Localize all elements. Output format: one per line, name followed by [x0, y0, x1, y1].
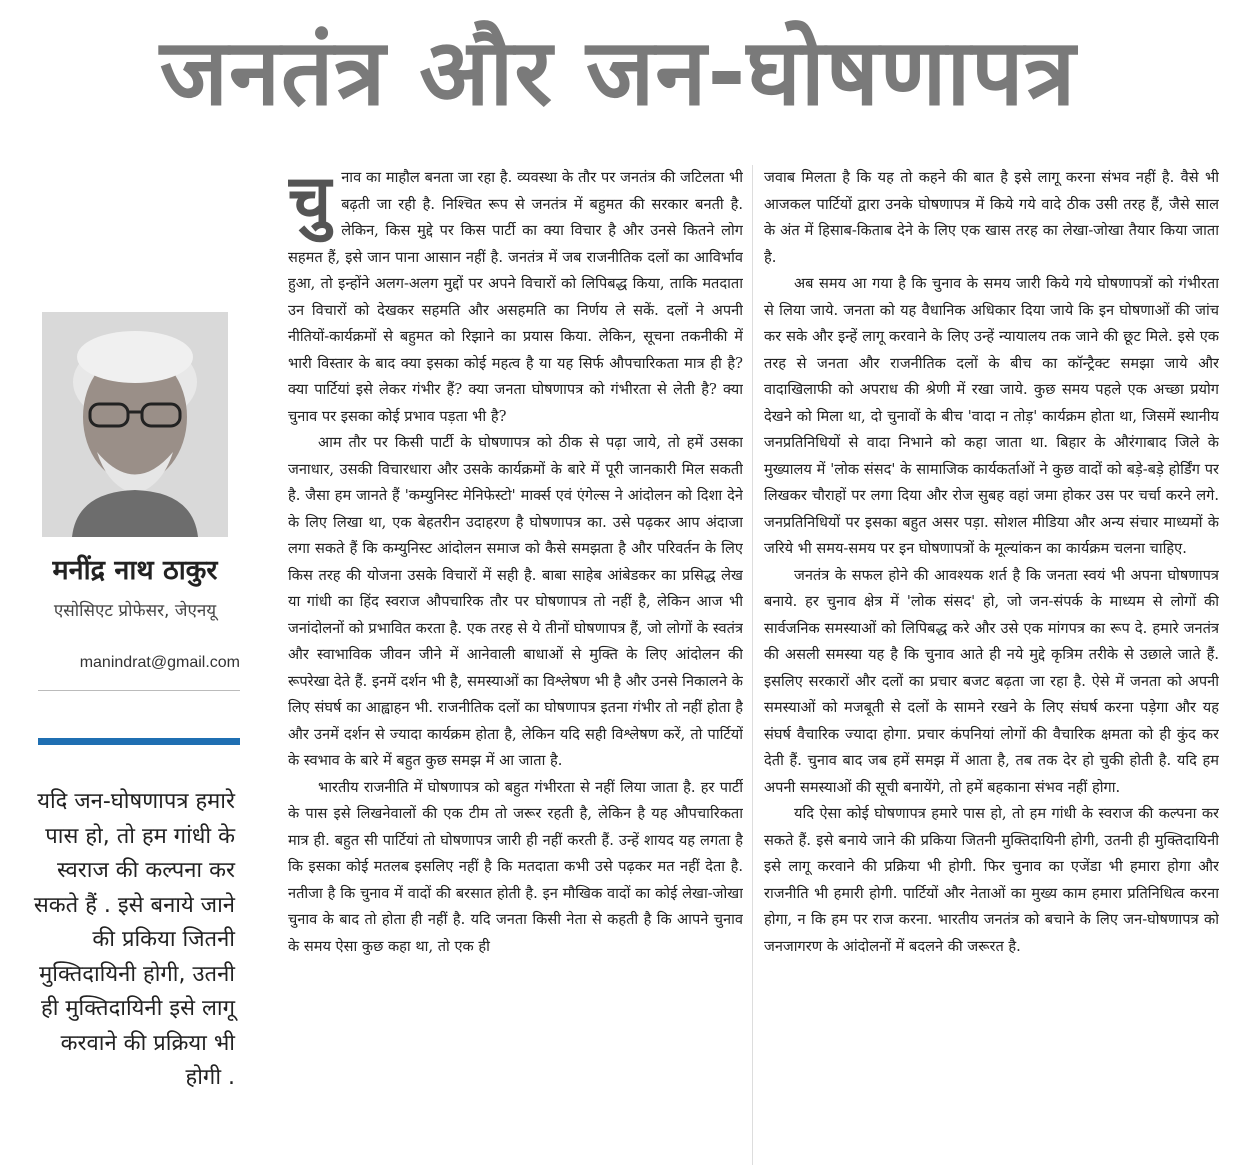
article-paragraph: जवाब मिलता है कि यह तो कहने की बात है इसे लागू करना संभव नहीं है. वैसे भी आजकल पार्टियों द्वारा उनके घोषणापत्र में किये गये वादे ठीक उसी तरह हैं, जैसे साल के अंत में हिसाब-किताब देने के लिए एक खास तरह का लेखा-जोखा तैयार किया जाता है. [764, 169, 1219, 266]
pull-quote: यदि जन-घोषणापत्र हमारे पास हो, तो हम गांधी के स्वराज की कल्पना कर सकते हैं . इसे बनाये जाने की प्रकिया जितनी मुक्तिदायिनी होगी, उतनी ही मुक्तिदायिनी इसे लागू करवाने की प्रक्रिया भी होगी . [33, 789, 235, 1090]
article-column-2 [764, 165, 1219, 1165]
accent-rule [38, 738, 240, 745]
article-paragraph: यदि ऐसा कोई घोषणापत्र हमारे पास हो, तो हम गांधी के स्वराज की कल्पना कर सकते हैं. इसे बनाये जाने की प्रकिया जितनी मुक्तिदायिनी होगी, उतनी ही मुक्तिदायिनी इसे लागू करवाने की प्रक्रिया भी होगी. फिर चुनाव का एजेंडा भी हमारा होगा और राजनीति भी हमारी होगी. पार्टियों और नेताओं का मुख्य काम हमारा प्रतिनिधित्व करना होगा, न कि हम पर राज करना. भारतीय जनतंत्र को बचाने के लिए जन-घोषणापत्र को जनजागरण के आंदोलनों में बदलने की जरूरत है. [764, 805, 1219, 955]
author-name: मनींद्र नाथ ठाकुर [52, 555, 218, 586]
author-email[interactable]: manindrat@gmail.com [79, 654, 240, 671]
author-portrait-icon [42, 312, 228, 537]
author-title: एसोसिएट प्रोफेसर, जेएनयू [53, 601, 217, 621]
author-sidebar [30, 160, 240, 1160]
article-column-1 [288, 165, 743, 1165]
article-paragraph: नाव का माहौल बनता जा रहा है. व्यवस्था के तौर पर जनतंत्र की जटिलता भी बढ़ती जा रही है. निश्चित रूप से जनतंत्र में बहुमत की सरकार बनती है. लेकिन, किस मुद्दे पर किस पार्टी का क्या विचार है और उनसे कितने लोग सहमत हैं, इसे जान पाना आसान नहीं है. जनतंत्र में जब राजनीतिक दलों का आविर्भाव हुआ, तो इन्होंने अलग-अलग मुद्दों पर अपने विचारों को लिपिबद्ध किया, ताकि मतदाता उन विचारों को देखकर सहमति और असहमति का निर्णय ले सकें. दलों ने अपनी नीतियों-कार्यक्रमों से बहुमत को रिझाने का प्रयास किया. लेकिन, सूचना तकनीकी में भारी विस्तार के बाद क्या इसका कोई महत्व है या यह सिर्फ औपचारिकता मात्र ही है? क्या पार्टियां इसे लेकर गंभीर हैं? क्या जनता घोषणापत्र को गंभीरता से लेती है? क्या चुनाव पर इसका कोई प्रभाव पड़ता भी है? [288, 169, 743, 425]
article-paragraph: अब समय आ गया है कि चुनाव के समय जारी किये गये घोषणापत्रों को गंभीरता से लिया जाये. जनता को यह वैधानिक अधिकार दिया जाये कि इन घोषणाओं की जांच कर सके और इन्हें लागू करवाने के लिए उन्हें न्यायालय तक जाने की छूट मिले. इसे एक तरह से जनता और राजनीतिक दलों के बीच का कॉन्ट्रैक्ट समझा जाये और वादाखिलाफी को अपराध की श्रेणी में रखा जाये. कुछ समय पहले एक अच्छा प्रयोग देखने को मिला था, दो चुनावों के बीच 'वादा न तोड़' कार्यक्रम होता था, जिसमें स्थानीय जनप्रतिनिधियों से वादा निभाने को कहा जाता था. बिहार के औरंगाबाद जिले के मुख्यालय में 'लोक संसद' के सामाजिक कार्यकर्ताओं ने कुछ वादों को बड़े-बड़े होर्डिंग पर लिखकर चौराहों पर लगा दिया और रोज सुबह वहां जमा होकर उस पर चर्चा करने लगे. जनप्रतिनिधियों पर इसका बहुत असर पड़ा. सोशल मीडिया और अन्य संचार माध्यमों के जरिये भी समय-समय पर इन घोषणापत्रों के मूल्यांकन का कार्यक्रम चलना चाहिए. [764, 275, 1219, 557]
article-paragraph: भारतीय राजनीति में घोषणापत्र को बहुत गंभीरता से नहीं लिया जाता है. हर पार्टी के पास इसे लिखनेवालों की एक टीम तो जरूर रहती है, लेकिन है यह औपचारिकता मात्र ही. बहुत सी पार्टियां तो घोषणापत्र जारी ही नहीं करती हैं. उन्हें शायद यह लगता है कि इसका कोई मतलब इसलिए नहीं है कि मतदाता कभी उसे पढ़कर मत नहीं देता है. नतीजा है कि चुनाव में वादों की बरसात होती है. इन मौखिक वादों का कोई लेखा-जोखा चुनाव के बाद तो होता ही नहीं है. यदि जनता किसी नेता से कहती है कि आपने चुनाव के समय ऐसा कुछ कहा था, तो एक ही [288, 778, 743, 955]
headline: जनतंत्र और जन-घोषणापत्र [159, 19, 1077, 126]
column-divider [752, 165, 753, 1165]
author-photo [42, 312, 228, 537]
drop-cap: चु [288, 165, 332, 240]
article-paragraph: जनतंत्र के सफल होने की आवश्यक शर्त है कि जनता स्वयं भी अपना घोषणापत्र बनाये. हर चुनाव क्षेत्र में 'लोक संसद' हो, जो जन-संपर्क के माध्यम से लोगों की सार्वजनिक समस्याओं को लिपिबद्ध करे और उसे एक मांगपत्र का रूप दे. हमारे जनतंत्र की असली समस्या यह है कि चुनाव आते ही नये मुद्दे कृत्रिम तरीके से उछाले जाते हैं. इसलिए सरकारों और दलों का प्रचार बजट बढ़ता जा रहा है. ऐसे में जनता को अपनी समस्याओं को मजबूती से दलों के सामने रखने के लिए संघर्ष करना पड़ेगा और यह संघर्ष वैचारिक ज्यादा होगा. प्रचार कंपनियां लोगों की वैचारिक क्षमता को ही कुंद कर देती हैं. चुनाव बाद जब हमें समझ में आता है, तब तक देर हो चुकी होती है. यदि हम अपनी समस्याओं की सूची बनायेंगे, तो हमें बहकाना संभव नहीं होगा. [764, 566, 1219, 796]
sidebar-divider [38, 690, 240, 691]
article-paragraph: आम तौर पर किसी पार्टी के घोषणापत्र को ठीक से पढ़ा जाये, तो हमें उसका जनाधार, उसकी विचारधारा और उसके कार्यक्रमों के बारे में पूरी जानकारी मिल सकती है. जैसा हम जानते हैं 'कम्युनिस्ट मेनिफेस्टो' मार्क्स एवं एंगेल्स ने आंदोलन को दिशा देने के लिए लिखा था, एक बेहतरीन उदाहरण है घोषणापत्र का. उसे पढ़कर आप अंदाजा लगा सकते हैं कि कम्युनिस्ट आंदोलन समाज को कैसे समझता है और परिवर्तन के लिए किस तरह की योजना उसके विचारों में सही है. बाबा साहेब आंबेडकर का प्रसिद्ध लेख या गांधी का हिंद स्वराज औपचारिक तौर पर घोषणापत्र तो नहीं है, लेकिन आज भी जनांदोलनों को प्रभावित करता है. एक तरह से ये तीनों घोषणापत्र हैं, जो लोगों के स्वतंत्र और स्वाभाविक जीवन जीने में आनेवाली बाधाओं से मुक्ति के लिए आंदोलन की रूपरेखा देते हैं. इनमें दर्शन भी है, समस्याओं का विश्लेषण भी है और उनसे निकालने के लिए संघर्ष का आह्वाहन भी. राजनीतिक दलों का घोषणापत्र इतना गंभीर तो नहीं होता है और उनमें दर्शन से ज्यादा कार्यक्रम होता है, लेकिन यदि सही विश्लेषण करें, तो पार्टियों के स्वभाव के बारे में बहुत कुछ समझ में आ जाता है. [288, 434, 743, 769]
